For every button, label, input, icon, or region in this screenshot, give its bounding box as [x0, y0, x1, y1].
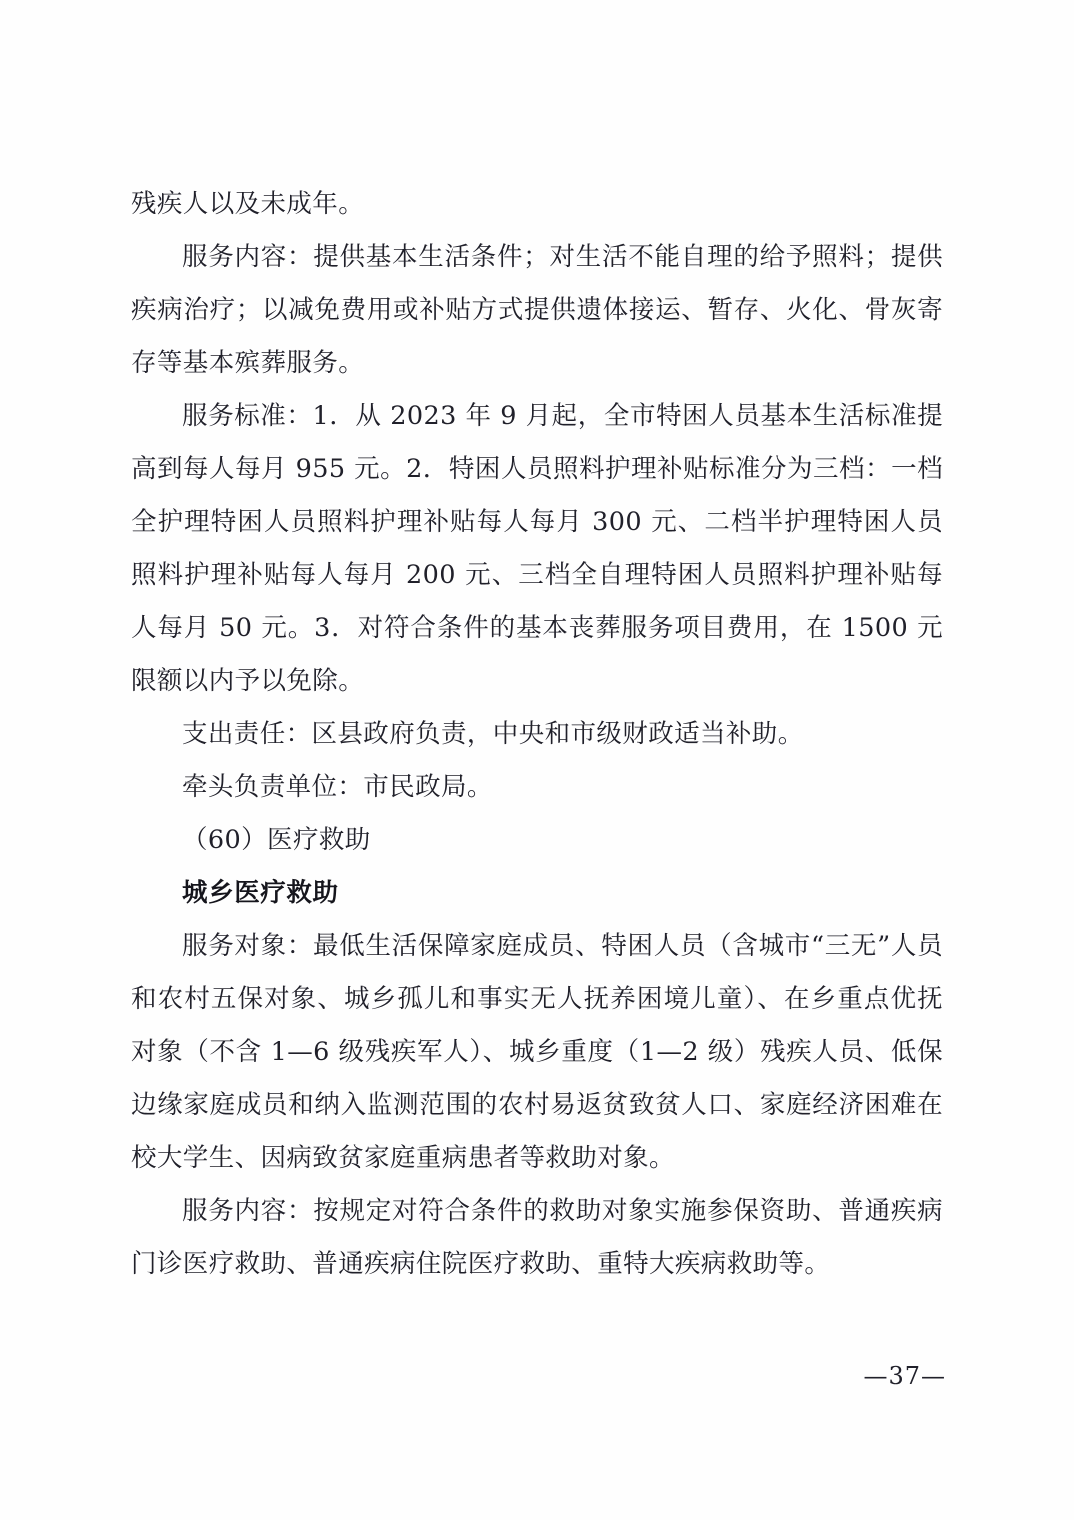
paragraph-service-standard-special-hardship: 服务标准：1．从 2023 年 9 月起，全市特困人员基本生活标准提高到每人每月 955 元。2．特困人员照料护理补贴标准分为三档：一档全护理特困人员照料护理补贴每人每月 300 元、二档半护理特困人员照料护理补贴每人每月 200 元、三档全自理特困人员照料护理补贴每人每月 50 元。3．对符合条件的基本丧葬服务项目费用，在 1500 元限额以内予以免除。 [131, 401, 943, 696]
paragraph-service-content-medical-assistance: 服务内容：按规定对符合条件的救助对象实施参保资助、普通疾病门诊医疗救助、普通疾病住院医疗救助、重特大疾病救助等。 [131, 1196, 943, 1279]
paragraph-item-number-60: （60）医疗救助 [182, 825, 371, 855]
paragraph-service-content-special-hardship: 服务内容：提供基本生活条件；对生活不能自理的给予照料；提供疾病治疗；以减免费用或补贴方式提供遗体接运、暂存、火化、骨灰寄存等基本殡葬服务。 [131, 242, 943, 378]
paragraph-continued-disabled-minors: 残疾人以及未成年。 [131, 189, 365, 219]
page-number: —37— [863, 1362, 946, 1390]
paragraph-expenditure-responsibility: 支出责任：区县政府负责，中央和市级财政适当补助。 [182, 719, 804, 749]
heading-urban-rural-medical-assistance: 城乡医疗救助 [182, 878, 339, 908]
paragraph-service-target-medical-assistance: 服务对象：最低生活保障家庭成员、特困人员（含城市“三无”人员和农村五保对象、城乡孤儿和事实无人抚养困境儿童）、在乡重点优抚对象（不含 1—6 级残疾军人）、城乡重度（1—2 级）残疾人员、低保边缘家庭成员和纳入监测范围的农村易返贫致贫人口、家庭经济困难在校大学生、因病致贫家庭重病患者等救助对象。 [131, 931, 943, 1173]
page-body-text [131, 178, 943, 1291]
paragraph-lead-unit: 牵头负责单位：市民政局。 [182, 772, 493, 802]
